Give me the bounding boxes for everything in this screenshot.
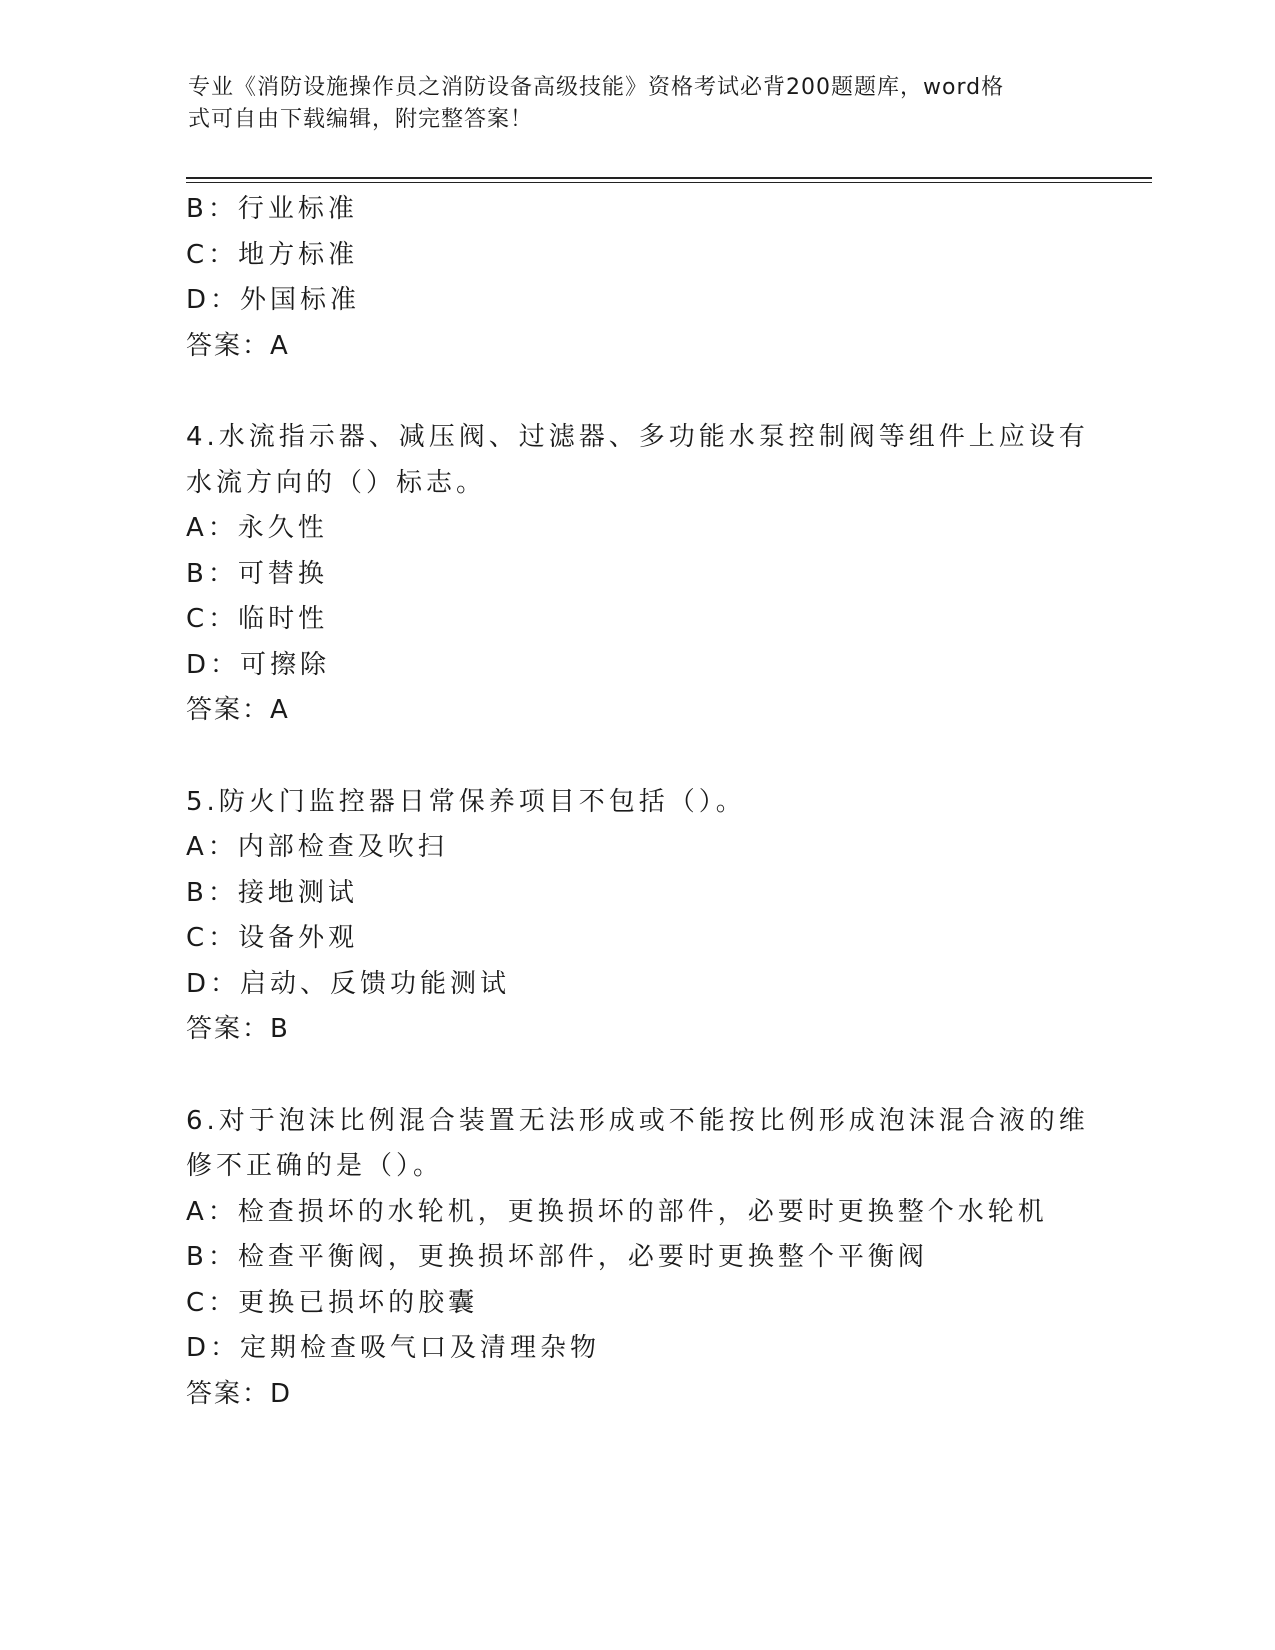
option-b: B：可替换 [186, 558, 328, 589]
option-a: A：内部检查及吹扫 [186, 832, 448, 862]
option-d: D：外国标准 [186, 285, 361, 315]
option-b: B：接地测试 [186, 877, 358, 908]
option-c: C：更换已损坏的胶囊 [186, 1287, 479, 1318]
option-d: D：定期检查吸气口及清理杂物 [186, 1333, 601, 1363]
answer: 答案：A [186, 695, 290, 725]
question-4 [186, 415, 1089, 734]
question-stem-line-1: 5.防火门监控器日常保养项目不包括（）。 [186, 786, 746, 817]
question-spacer [186, 369, 1086, 415]
option-b: B：行业标准 [186, 194, 358, 224]
question-stem-line-1: 6.对于泡沫比例混合装置无法形成或不能按比例形成泡沫混合液的维 [186, 1105, 1089, 1136]
header-line-2: 式可自由下载编辑，附完整答案！ [188, 107, 534, 132]
option-a: A：永久性 [186, 513, 328, 543]
question-6 [186, 1099, 1089, 1418]
option-b: B：检查平衡阀，更换损坏部件，必要时更换整个平衡阀 [186, 1242, 928, 1272]
question-3-tail [186, 187, 1086, 369]
option-c: C：地方标准 [186, 239, 359, 270]
question-content [186, 187, 1089, 1417]
header-line-1: 专业《消防设施操作员之消防设备高级技能》资格考试必背200题题库，word格 [188, 75, 1005, 100]
option-d: D：可擦除 [186, 649, 331, 680]
question-stem-line-1: 4.水流指示器、减压阀、过滤器、多功能水泵控制阀等组件上应设有 [186, 422, 1089, 452]
option-a: A：检查损坏的水轮机，更换损坏的部件，必要时更换整个水轮机 [186, 1196, 1048, 1227]
document-header [188, 72, 1068, 136]
question-spacer [186, 734, 1086, 780]
option-c: C：临时性 [186, 604, 329, 634]
header-divider-thin [186, 182, 1152, 183]
question-spacer [186, 1053, 1086, 1099]
option-d: D：启动、反馈功能测试 [186, 968, 511, 999]
answer: 答案：D [186, 1378, 293, 1409]
option-c: C：设备外观 [186, 923, 359, 953]
question-5 [186, 780, 1086, 1053]
answer: 答案：B [186, 1014, 290, 1044]
header-divider-thick [186, 177, 1152, 179]
question-stem-line-2: 修不正确的是（）。 [186, 1151, 444, 1181]
question-stem-line-2: 水流方向的（）标志。 [186, 467, 487, 498]
answer: 答案：A [186, 330, 290, 361]
